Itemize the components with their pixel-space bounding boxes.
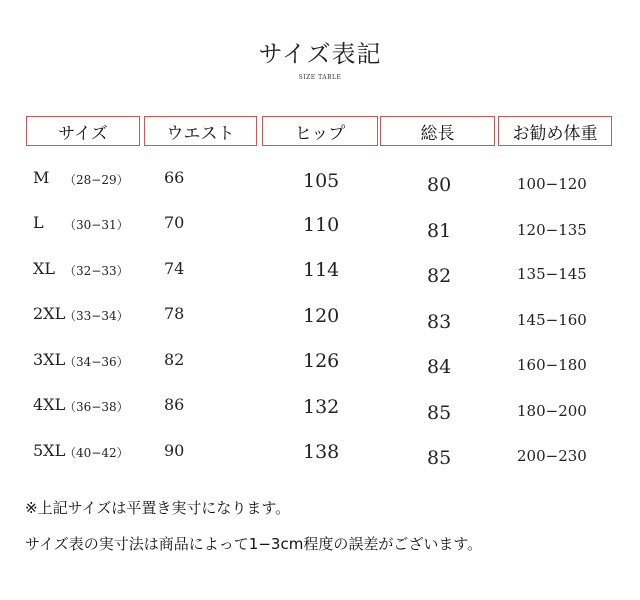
- size-label: 3XL: [33, 350, 66, 369]
- header-weight: お勧め体重: [498, 116, 612, 146]
- length-value: 81: [427, 220, 452, 242]
- hip-value: 132: [303, 396, 340, 418]
- length-value: 82: [427, 265, 452, 287]
- note-measurement-error: サイズ表の実寸法は商品によって1−3cm程度の誤差がございます。: [25, 535, 483, 553]
- weight-value: 135−145: [517, 265, 587, 283]
- weight-value: 100−120: [517, 175, 587, 193]
- waist-value: 70: [164, 213, 185, 232]
- weight-value: 120−135: [517, 221, 587, 239]
- weight-value: 145−160: [517, 311, 587, 329]
- weight-value: 180−200: [517, 402, 587, 420]
- waist-value: 90: [164, 441, 185, 460]
- page-title: サイズ表記: [258, 40, 382, 68]
- weight-value: 160−180: [517, 356, 587, 374]
- size-label: XL: [33, 259, 56, 278]
- header-size: サイズ: [26, 116, 140, 146]
- size-label: 4XL: [33, 395, 66, 414]
- length-value: 84: [427, 356, 452, 378]
- size-range: （32−33）: [64, 264, 129, 278]
- header-hip: ヒップ: [262, 116, 378, 146]
- size-range: （30−31）: [64, 218, 129, 232]
- hip-value: 126: [303, 350, 340, 372]
- hip-value: 120: [303, 305, 340, 327]
- size-label: L: [33, 213, 44, 232]
- size-label: 2XL: [33, 304, 66, 323]
- size-label: M: [33, 168, 50, 187]
- note-flat-measurement: ※上記サイズは平置き実寸になります。: [25, 499, 291, 517]
- length-value: 85: [427, 402, 452, 424]
- hip-value: 114: [303, 259, 340, 281]
- header-length: 総長: [380, 116, 495, 146]
- length-value: 85: [427, 447, 452, 469]
- size-range: （40−42）: [64, 446, 129, 460]
- waist-value: 86: [164, 395, 185, 414]
- length-value: 83: [427, 311, 452, 333]
- size-label: 5XL: [33, 441, 66, 460]
- size-range: （36−38）: [64, 400, 129, 414]
- hip-value: 110: [303, 214, 340, 236]
- size-range: （28−29）: [64, 173, 129, 187]
- weight-value: 200−230: [517, 447, 587, 465]
- waist-value: 66: [164, 168, 185, 187]
- waist-value: 78: [164, 304, 185, 323]
- hip-value: 138: [303, 441, 340, 463]
- page-subtitle: SIZE TABLE: [298, 74, 342, 81]
- waist-value: 74: [164, 259, 185, 278]
- size-range: （33−34）: [64, 309, 129, 323]
- waist-value: 82: [164, 350, 185, 369]
- size-range: （34−36）: [64, 355, 129, 369]
- length-value: 80: [427, 174, 452, 196]
- header-waist: ウエスト: [144, 116, 257, 146]
- hip-value: 105: [303, 170, 340, 192]
